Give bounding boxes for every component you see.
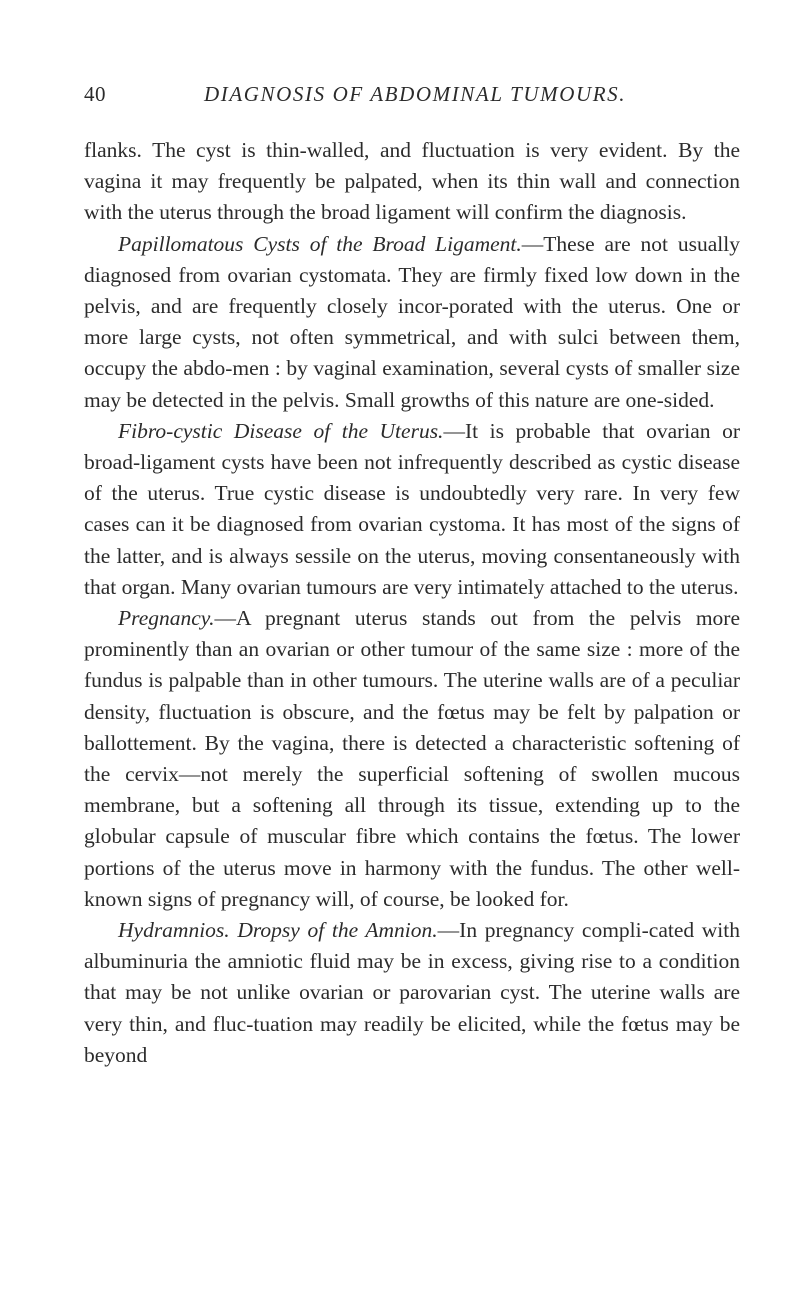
page-number: 40 — [84, 82, 106, 106]
section-heading: Pregnancy. — [118, 606, 215, 631]
paragraph-continuation — [84, 135, 740, 229]
paragraph-papillomatous-cysts — [84, 229, 740, 416]
paragraph-text: —These are not usually diagnosed from ovarian cystomata. They are firmly fixed low down in the pelvis, and are frequently closely incor-porated with the uterus. One or more large cysts, not often symmetrical, and with sulci between them, occupy the abdo-men : by vaginal examination, several cysts of smaller size may be detected in the pelvis. Small growths of this nature are one-sided. — [84, 231, 740, 412]
section-heading: Papillomatous Cysts of the Broad Ligament. — [118, 231, 522, 256]
paragraph-text: —In pregnancy compli-cated with albuminuria the amniotic fluid may be in excess, giving rise to a condition that may be not unlike ovarian or parovarian cyst. The uterine walls are very thin, and fluc-tuation may readily be elicited, while the fœtus may be beyond — [84, 918, 740, 1067]
paragraph-text: —A pregnant uterus stands out from the pelvis more prominently than an ovarian or other tumour of the same size : more of the fundus is palpable than in other tumours. The uterine walls are of a peculiar density, fluctuation is obscure, and the fœtus may be felt by palpation or ballottement. By the vagina, there is detected a characteristic softening of the cervix—not merely the superficial softening of swollen mucous membrane, but a softening all through its tissue, extending up to the globular capsule of muscular fibre which contains the fœtus. The lower portions of the uterus move in harmony with the fundus. The other well-known signs of pregnancy will, of course, be looked for. — [84, 606, 740, 911]
paragraph-pregnancy — [84, 603, 740, 915]
body-text — [84, 135, 740, 1071]
paragraph-text: flanks. The cyst is thin-walled, and fluctuation is very evident. By the vagina it may frequently be palpated, when its thin wall and connection with the uterus through the broad ligament will confirm the diagnosis. — [84, 138, 740, 225]
running-title: DIAGNOSIS OF ABDOMINAL TUMOURS. — [204, 82, 627, 106]
section-heading: Hydramnios. Dropsy of the Amnion. — [118, 918, 438, 943]
book-page — [84, 82, 740, 1071]
running-header — [84, 82, 740, 114]
paragraph-fibro-cystic-disease — [84, 416, 740, 603]
paragraph-text: —It is probable that ovarian or broad-ligament cysts have been not infrequently described as cystic disease of the uterus. True cystic disease is undoubtedly very rare. In very few cases can it be diagnosed from ovarian cystoma. It has most of the signs of the latter, and is always sessile on the uterus, moving consentaneously with that organ. Many ovarian tumours are very intimately attached to the uterus. — [84, 418, 740, 599]
paragraph-hydramnios — [84, 915, 740, 1071]
section-heading: Fibro-cystic Disease of the Uterus. — [118, 418, 444, 443]
